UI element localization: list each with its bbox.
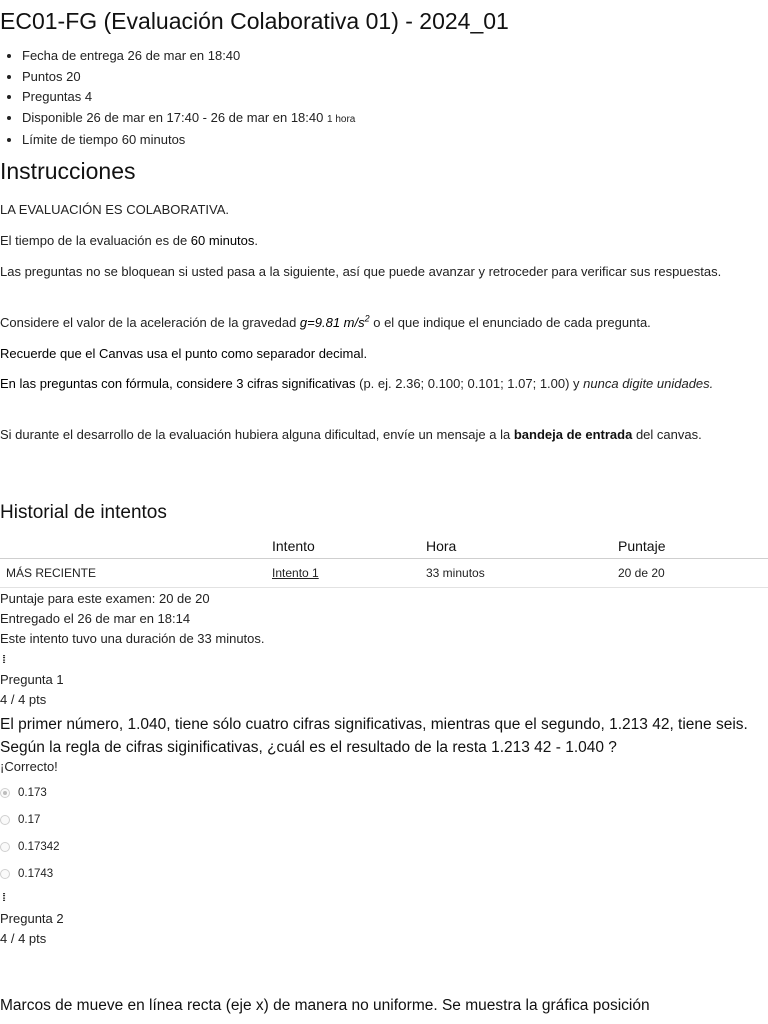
instructions-significant-figures: En las preguntas con fórmula, considere 3 cifras significativas (p. ej. 2.36; 0.100; 0.101; 1.07; 1.00) y nunca digite unidades. [0, 376, 714, 391]
instructions-decimal: Recuerde que el Canvas usa el punto como separador decimal. [0, 346, 368, 361]
question-1-text: El primer número, 1.040, tiene sólo cuatro cifras significativas, mientras que el segundo, 1.213 42, tiene seis. Según la regla de cifras siginificativas, ¿cuál es el resultado de la resta 1.213 42 - 1.040 ? [0, 716, 748, 756]
inbox-emphasis: bandeja de entrada [513, 427, 633, 442]
question-label: Pregunta 2 [0, 911, 64, 926]
detail-questions: • Preguntas 4 [22, 87, 355, 108]
radio-icon[interactable] [0, 788, 10, 798]
column-header-time: Hora [426, 534, 618, 559]
attempt-duration: Este intento tuvo una duración de 33 minutos. [0, 631, 265, 646]
answer-option[interactable]: 0.173 [0, 784, 47, 802]
instructions-collaborative: LA EVALUACIÓN ES COLABORATIVA. [0, 202, 230, 217]
drag-handle-icon[interactable]: ⁞⁞ [2, 892, 5, 904]
question-1-meta [0, 670, 64, 710]
gravity-value: g=9.81 $m/s^2$ [299, 313, 370, 330]
question-points: 4 / 4 pts [0, 931, 47, 946]
question-2-text: Marcos de mueve en línea recta (eje x) de manera no uniforme. Se muestra la gráfica posición [0, 997, 650, 1014]
detail-available: • Disponible 26 de mar en 17:40 - 26 de mar en 18:40 1 hora [22, 108, 355, 131]
attempt-time: 33 minutos [426, 559, 618, 588]
answer-option[interactable]: 0.17342 [0, 838, 60, 856]
question-points: 4 / 4 pts [0, 692, 47, 707]
answer-option[interactable]: 0.17 [0, 811, 40, 829]
attempt-summary [0, 589, 265, 649]
drag-handle-icon[interactable]: ⁞⁞ [2, 654, 5, 666]
table-row [0, 559, 768, 588]
instructions-difficulty: Si durante el desarrollo de la evaluación hubiera alguna dificultad, envíe un mensaje a la bandeja de entrada del canvas. [0, 427, 702, 442]
time-emphasis: 60 minutos [190, 233, 255, 248]
correct-label: ¡Correcto! [0, 759, 58, 774]
detail-available-duration: 1 hora [326, 113, 356, 125]
attempt-history-table [0, 534, 768, 588]
page-title: EC01-FG (Evaluación Colaborativa 01) - 2024_01 [0, 8, 509, 34]
exam-score: Puntaje para este examen: 20 de 20 [0, 591, 210, 606]
answer-option[interactable]: 0.1743 [0, 865, 53, 883]
history-title: Historial de intentos [0, 502, 167, 523]
radio-icon[interactable] [0, 842, 10, 852]
detail-due-date: • Fecha de entrega 26 de mar en 18:40 [22, 46, 355, 67]
question-2-meta [0, 909, 64, 949]
attempt-link[interactable]: Intento 1 [272, 566, 319, 580]
table-header-row [0, 534, 768, 559]
attempt-label: MÁS RECIENTE [0, 559, 272, 588]
attempt-score: 20 de 20 [618, 559, 768, 588]
instructions-title: Instrucciones [0, 158, 136, 184]
instructions-gravity: Considere el valor de la aceleración de la gravedad g=9.81 $m/s^2$ o el que indique el enunciado de cada pregunta. [0, 313, 651, 330]
column-header-label [0, 534, 272, 559]
column-header-score: Puntaje [618, 534, 768, 559]
instructions-navigation: Las preguntas no se bloquean si usted pasa a la siguiente, así que puede avanzar y retroceder para verificar sus respuestas. [0, 264, 722, 279]
question-label: Pregunta 1 [0, 672, 64, 687]
quiz-details [0, 46, 355, 151]
submitted-at: Entregado el 26 de mar en 18:14 [0, 611, 191, 626]
detail-time-limit: • Límite de tiempo 60 minutos [22, 130, 355, 151]
instructions-time: El tiempo de la evaluación es de 60 minutos. [0, 233, 259, 248]
radio-icon[interactable] [0, 815, 10, 825]
column-header-attempt: Intento [272, 534, 426, 559]
detail-points: • Puntos 20 [22, 67, 355, 88]
radio-icon[interactable] [0, 869, 10, 879]
